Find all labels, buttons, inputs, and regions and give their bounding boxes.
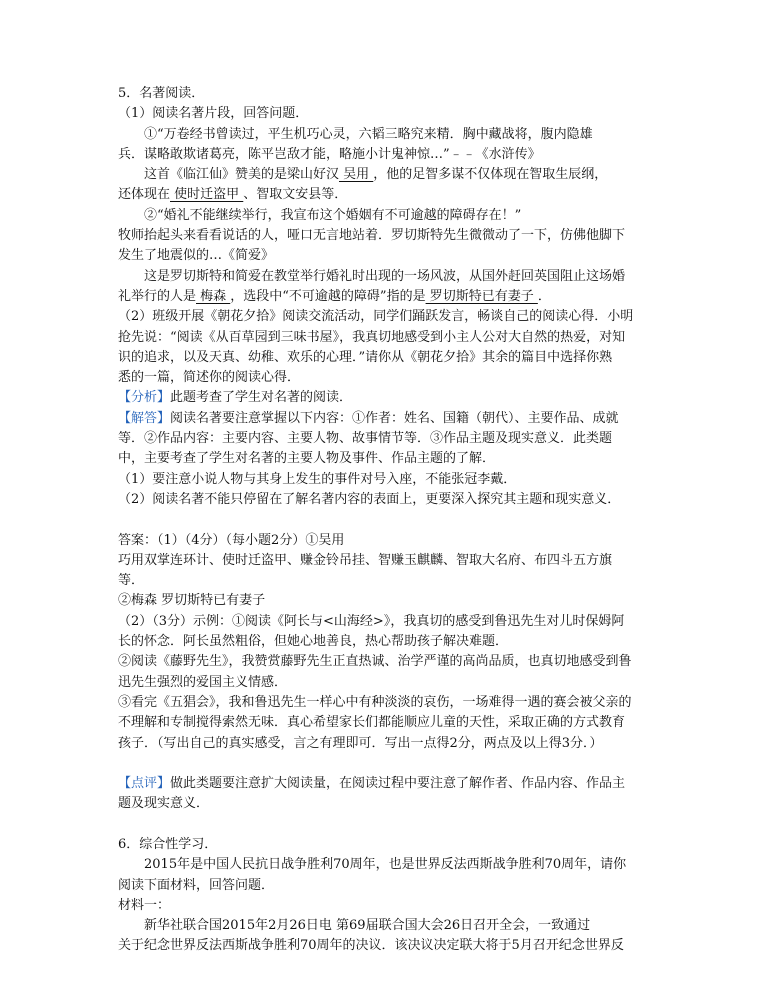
filled-blank: 吴用 <box>339 167 374 183</box>
text: 做此类题要注意扩大阅读量，在阅读过程中要注意了解作者、作品内容、作品主 <box>170 776 626 792</box>
text: ，他的足智多谋不仅体现在智取生辰纲， <box>373 167 608 183</box>
paragraph-line: 抢先说：“阅读《从百草园到三味书屋》，我真切地感受到小主人公对大自然的热爱，对知 <box>118 329 626 345</box>
paragraph-line: ③看完《五猖会》，我和鲁迅先生一样心中有种淡淡的哀伤，一场难得一遇的赛会被父亲的 <box>118 694 632 710</box>
paragraph-line: 阅读下面材料，回答问题． <box>118 877 275 893</box>
paragraph-line: ②梅森 罗切斯特已有妻子 <box>118 593 266 609</box>
paragraph-line: （2）阅读名著不能只停留在了解名著内容的表面上，更要深入探究其主题和现实意义． <box>118 491 621 507</box>
material-1-label: 材料一： <box>118 897 171 913</box>
document-page <box>118 84 658 957</box>
text: 还体现在 <box>118 187 171 203</box>
paragraph-line: 这是罗切斯特和简爱在教堂举行婚礼时出现的一场风波，从国外赶回英国阻止这场婚 <box>144 268 626 284</box>
solution-line <box>118 409 658 429</box>
excerpt-jane-eyre-line: 牧师抬起头来看看说话的人，哑口无言地站着．罗切斯特先生微微动了一下，仿佛他脚下 <box>118 228 626 244</box>
answer-line <box>118 287 658 307</box>
paragraph-line: 新华社联合国2015年2月26日电 第69届联合国大会26日召开全会，一致通过 <box>144 918 591 934</box>
blank-line <box>118 815 658 835</box>
paragraph-line: 关于纪念世界反法西斯战争胜利70周年的决议．该决议决定联大将于5月召开纪念世界反 <box>118 938 624 954</box>
paragraph-line: 识的追求，以及天真、幼稚、欢乐的心理．”请你从《朝花夕拾》其余的篇目中选择你熟 <box>118 349 613 365</box>
text: 此题考查了学生对名著的阅读． <box>170 390 353 406</box>
excerpt-shuihu-line: ①“万卷经书曾读过，平生机巧心灵，六韬三略究来精．胸中藏战将，腹内隐雄 <box>144 126 593 142</box>
analysis-line <box>118 388 658 408</box>
paragraph-line: 长的怀念．阿长虽然粗俗，但她心地善良，热心帮助孩子解决难题． <box>118 634 509 650</box>
text: ，选段中“不可逾越的障碍”指的是 <box>230 288 426 304</box>
solution-tag: 【解答】 <box>118 410 171 426</box>
answer-line <box>118 165 658 185</box>
paragraph-line: 巧用双掌连环计、使时迁盗甲、赚金铃吊挂、智赚玉麒麟、智取大名府、布四斗五方旗 <box>118 552 613 568</box>
subquestion-2-prompt: （2）班级开展《朝花夕拾》阅读交流活动，同学们踊跃发言，畅谈自己的阅读心得．小明 <box>118 309 634 325</box>
paragraph-line: （2）（3分）示例：①阅读《阿长与<山海经>》，我真切的感受到鲁迅先生对儿时保姆阿 <box>118 613 625 629</box>
answer-line <box>118 185 658 205</box>
paragraph-line: 等．②作品内容：主要内容、主要人物、故事情节等．③作品主题及现实意义．此类题 <box>118 431 613 447</box>
comment-line <box>118 774 658 794</box>
text: 礼举行的人是 <box>118 288 197 304</box>
text: 、智取文安县等． <box>243 187 348 203</box>
text: 这首《临江仙》赞美的是梁山好汉 <box>144 167 340 183</box>
answer-heading: 答案：（1）（4分）（每小题2分）①吴用 <box>118 532 345 548</box>
question-5-heading: 5．名著阅读． <box>118 86 205 101</box>
blank-line <box>118 510 658 530</box>
paragraph-line: ②阅读《藤野先生》，我赞赏藤野先生正直热诚、治学严谨的高尚品质，也真切地感受到鲁 <box>118 654 632 670</box>
paragraph-line: 中，主要考查了学生对名著的主要人物及事件、作品主题的了解． <box>118 451 496 467</box>
analysis-tag: 【分析】 <box>118 390 171 406</box>
text: 阅读名著要注意掌握以下内容：①作者：姓名、国籍（朝代）、主要作品、成就 <box>170 410 619 426</box>
paragraph-line: 题及现实意义． <box>118 796 210 812</box>
paragraph-line: 不理解和专制搅得索然无味．真心希望家长们都能顺应儿童的天性，采取正确的方式教育 <box>118 715 626 731</box>
paragraph-line: 迅先生强烈的爱国主义情感． <box>118 674 288 690</box>
comment-tag: 【点评】 <box>118 776 171 792</box>
paragraph-line: 2015年是中国人民抗日战争胜利70周年，也是世界反法西斯战争胜利70周年，请你 <box>144 857 627 873</box>
question-6-heading: 6．综合性学习． <box>118 836 218 852</box>
text: ． <box>537 288 551 304</box>
paragraph-line: 悉的一篇，简述你的阅读心得． <box>118 370 301 386</box>
filled-blank: 使时迁盗甲 <box>170 187 244 203</box>
excerpt-jane-eyre-line: 发生了地震似的…《简爱》 <box>118 248 275 264</box>
paragraph-line: 孩子．（写出自己的真实感受，言之有理即可．写出一点得2分，两点及以上得3分．） <box>118 735 603 751</box>
filled-blank: 梅森 <box>196 288 231 304</box>
filled-blank: 罗切斯特已有妻子 <box>425 288 538 304</box>
subquestion-1-prompt: （1）阅读名著片段，回答问题． <box>118 106 309 122</box>
blank-line <box>118 754 658 774</box>
excerpt-shuihu-line: 兵．谋略敢欺诸葛亮，陈平岂敌才能，略施小计鬼神惊…”﹣﹣《水浒传》 <box>118 146 541 162</box>
paragraph-line: 等． <box>118 573 145 589</box>
paragraph-line: （1）要注意小说人物与其身上发生的事件对号入座，不能张冠李戴． <box>118 471 517 487</box>
excerpt-jane-eyre-line: ②“婚礼不能继续举行，我宣布这个婚姻有不可逾越的障碍存在！” <box>144 207 522 223</box>
